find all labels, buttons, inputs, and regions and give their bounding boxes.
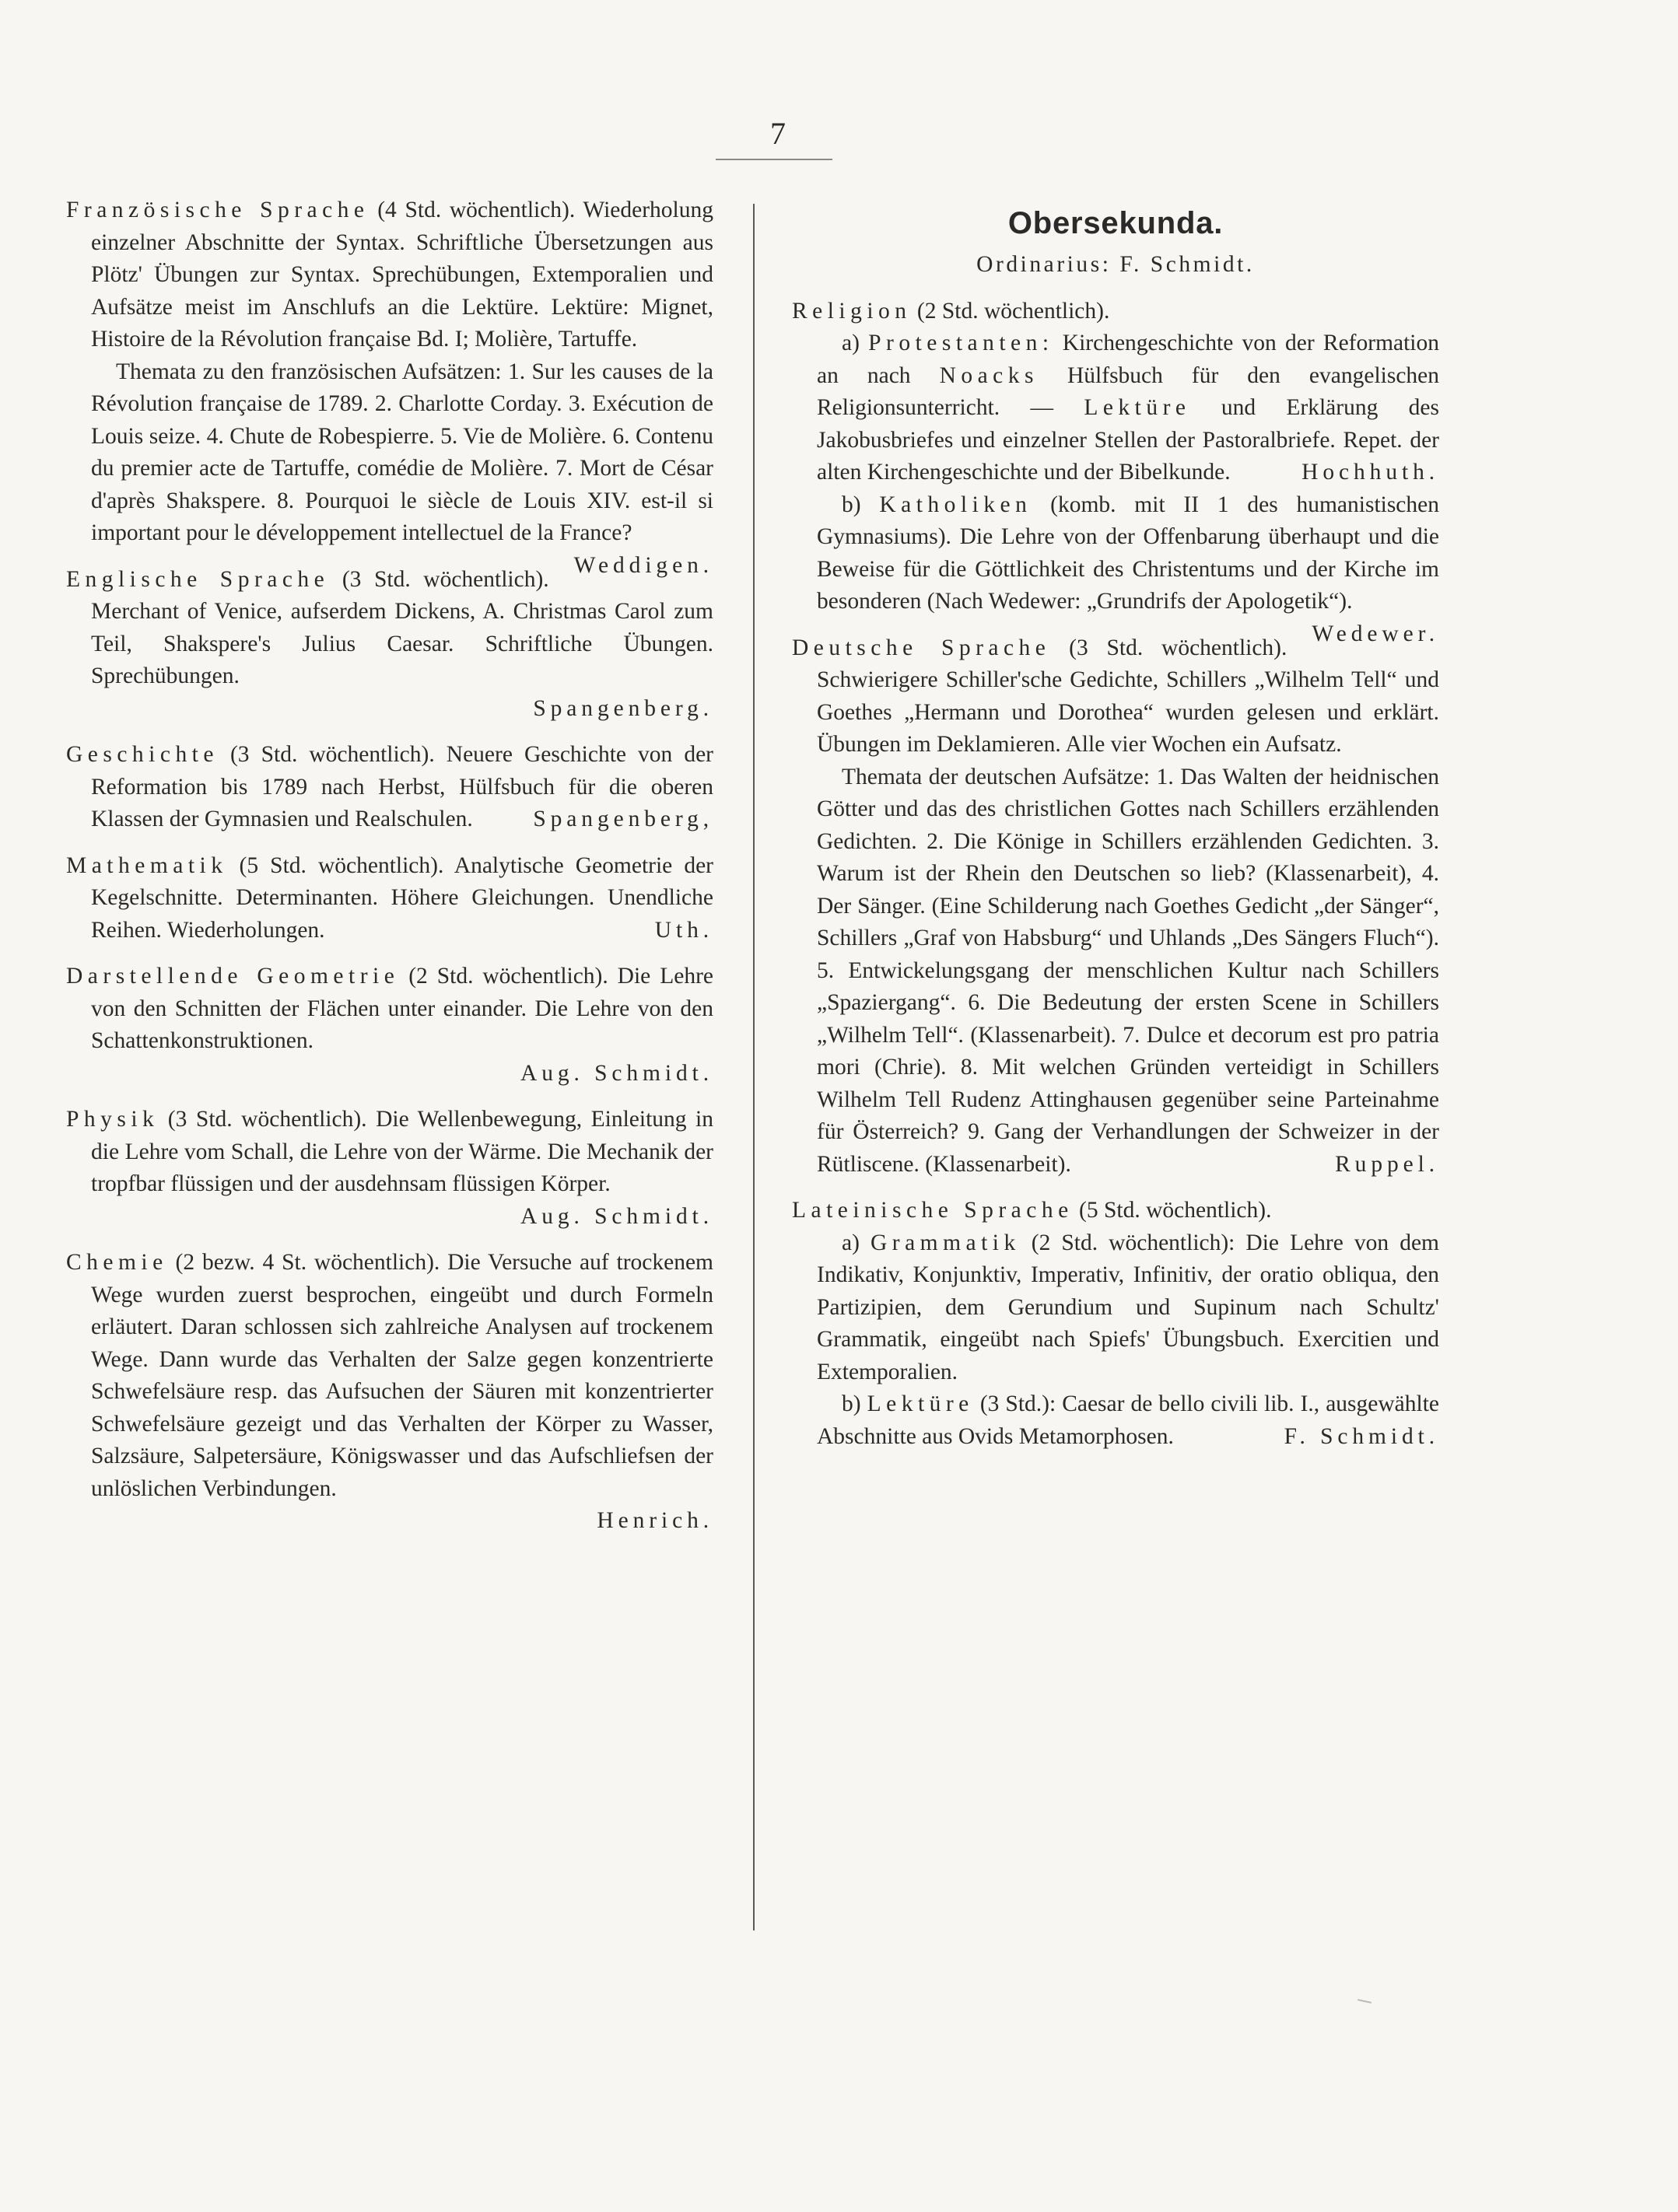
section-geschichte (66, 739, 713, 836)
section-text: Wiederholung einzelner Abschnitte der Syntax. Schriftliche Übersetzungen aus Plötz' Übungen zur Syntax. Sprechübungen, Extemporalien und Aufsätze meist im Anschlufs an die Lektüre. Lektüre: Mignet, Histoire de la Révolution française Bd. I; Molière, Tartuffe. (91, 198, 713, 352)
teacher-line (66, 693, 713, 726)
section-themata (66, 356, 713, 578)
section-text: (3 Std. wöchentlich). Merchant of Venice, aufserdem Dickens, A. Christmas Carol zum Teil, Shakspere's Julius Caesar. Schriftliche Übungen. Sprechübungen. (91, 566, 713, 688)
sub-text: Kirchengeschichte von der Reformation an nach (817, 331, 1439, 388)
sub-heading: Lektüre (1084, 395, 1191, 420)
section-text: (3 Std. wöchentlich). Schwierigere Schiller'sche Gedichte, Schillers „Wilhelm Tell“ und Goethes „Hermann und Dorothea“ wurden gelesen und erklärt. Übungen im Deklamieren. Alle vier Wochen ein Aufsatz. (817, 635, 1439, 757)
religion-katholiken (792, 489, 1439, 646)
section-mathematik (66, 850, 713, 947)
sub-label: a) (842, 1230, 871, 1255)
sub-label: a) (842, 331, 869, 355)
teacher-line (66, 1505, 713, 1538)
page-number-rule (716, 159, 832, 160)
teacher-name: Uth. (654, 917, 713, 943)
section-text: (3 Std. wöchentlich). Neuere Geschichte von der Reformation bis 1789 nach Herbst, Hülfsbuch für die oberen Klassen der Gymnasien und Realschulen. (91, 742, 713, 831)
section-deutsch (792, 632, 1439, 1181)
section-body (66, 961, 713, 1058)
teacher-name: Henrich. (597, 1508, 713, 1533)
section-text: (2 Std. wöchentlich). Die Lehre von den Schnitten der Flächen unter einander. Die Lehre von den Schattenkonstruktionen. (91, 964, 713, 1053)
section-latein (792, 1195, 1439, 1453)
sub-heading: Katholiken (879, 492, 1032, 517)
teacher-name: Spangenberg, (533, 807, 713, 831)
section-heading: Deutsche Sprache (792, 635, 1051, 660)
section-text: (2 bezw. 4 St. wöchentlich). Die Versuche auf trockenem Wege wurden zuerst besprochen, eingeübt und durch Formeln erläutert. Daran schlossen sich zahlreiche Analysen auf trockenem Wege. Dann wurde das Verhalten der Salze gegen konzentrierte Schwefelsäure resp. das Aufsuchen der Säuren mit konzentrierter Schwefelsäure gezeigt und das Verhalten der Körper zu Wasser, Salzsäure, Salpetersäure, Königswasser und das Aufschliefsen der unlöslichen Verbindungen. (91, 1250, 713, 1501)
section-body (66, 564, 713, 693)
sub-text: (komb. mit II 1 des humanistischen Gymnasiums). Die Lehre von der Offenbarung überhaupt und die Beweise für die Göttlichkeit des Christentums und der Kirche im besonderen (Nach Wedewer: „Grundrifs der Apologetik“). (817, 492, 1439, 614)
section-heading: Mathematik (66, 852, 228, 878)
teacher-name: Wedewer. (1312, 621, 1439, 646)
section-hours: (5 Std. wöchentlich). (1073, 1198, 1272, 1223)
sub-name: Noacks (939, 362, 1039, 388)
section-themata (792, 761, 1439, 1181)
class-title: Obersekunda. (1007, 206, 1224, 240)
section-heading: Chemie (66, 1250, 168, 1275)
section-body (66, 1104, 713, 1201)
section-darstellende-geometrie (66, 961, 713, 1090)
teacher-name: Spangenberg. (533, 695, 713, 721)
religion-protestanten (792, 327, 1439, 489)
teacher-name: F. Schmidt. (1284, 1423, 1439, 1449)
section-heading: Lateinische Sprache (792, 1198, 1074, 1223)
teacher-name: Hochhuth. (1301, 460, 1439, 485)
section-physik (66, 1104, 713, 1233)
section-body (792, 632, 1439, 761)
column-divider (753, 204, 755, 1930)
section-hours: (4 Std. wöchentlich). (369, 198, 576, 222)
teacher-line (66, 1058, 713, 1090)
section-body (66, 739, 713, 836)
section-text: (5 Std. wöchentlich). Analytische Geometrie der Kegelschnitte. Determinanten. Höhere Gleichungen. Unendliche Reihen. Wiederholungen. (91, 852, 713, 943)
section-heading: Französische Sprache (66, 198, 370, 222)
themata-text: Themata der deutschen Aufsätze: 1. Das Walten der heidnischen Götter und das des christlichen Gottes nach Schillers erzählenden Gedichten. 2. Die Könige in Schillers erzählenden Gedichten. 3. Warum ist der Rhein den Deutschen so lieb? (Klassenarbeit), 4. Der Sänger. (Eine Schilderung nach Goethes Gedicht „der Sänger“, Schillers „Graf von Habsburg“ und Uhlands „Des Sängers Fluch“). 5. Entwickelungsgang der menschlichen Kultur nach Schillers „Spaziergang“. 6. Die Bedeutung der ersten Scene in Schillers „Wilhelm Tell“. (Klassenarbeit). 7. Dulce et decorum est pro patria mori (Chrie). 8. Mit welchen Gründen verteidigt in Schillers Wilhelm Tell Rudenz Attinghausen gegenüber seine Parteinahme für Österreich? 9. Gang der Verhandlungen der Schweizer in der Rütliscene. (Klassenarbeit). (817, 764, 1439, 1177)
sub-text: und Erklärung des Jakobusbriefes und einzelner Stellen der Pastoralbriefe. Repet. der alten Kirchengeschichte und der Bibelkunde. (817, 395, 1440, 485)
section-body (66, 194, 713, 356)
section-heading-line (792, 1195, 1439, 1227)
sub-text: Hülfsbuch für den evangelischen Religionsunterricht. — (817, 362, 1440, 420)
ordinarius-line: Ordinarius: F. Schmidt. (976, 252, 1255, 277)
section-heading: Religion (792, 298, 912, 324)
section-text: (3 Std. wöchentlich). Die Wellenbewegung, Einleitung in die Lehre vom Schall, die Lehre von der Wärme. Die Mechanik der tropfbar flüssigen und der ausdehnsam flüssigen Körper. (91, 1107, 713, 1196)
page-number: 7 (770, 116, 786, 151)
latein-grammatik (792, 1227, 1439, 1389)
section-franzoesisch (66, 194, 713, 578)
teacher-name: Aug. Schmidt. (520, 1203, 713, 1229)
teacher-name: Ruppel. (1335, 1151, 1439, 1177)
left-column (66, 194, 713, 1552)
sub-label: b) (842, 1391, 867, 1416)
sub-label: b) (842, 492, 880, 517)
section-body (66, 1247, 713, 1505)
section-heading: Geschichte (66, 742, 219, 767)
section-body (66, 850, 713, 947)
section-hours: (2 Std. wöchentlich). (911, 298, 1110, 324)
teacher-name: Aug. Schmidt. (520, 1060, 713, 1086)
section-chemie (66, 1247, 713, 1538)
section-religion (792, 296, 1440, 646)
teacher-name: Weddigen. (573, 552, 713, 578)
sub-text: (2 Std. wöchentlich): Die Lehre von dem Indikativ, Konjunktiv, Imperativ, Infinitiv, der oratio obliqua, den Partizipien, dem Gerundium und Supinum nach Schultz' Grammatik, eingeübt nach Spiefs' Übungsbuch. Exercitien und Extemporalien. (817, 1230, 1439, 1384)
sub-heading: Grammatik (870, 1230, 1021, 1255)
section-englisch (66, 564, 713, 726)
right-column (792, 194, 1439, 1467)
sub-heading: Protestanten: (868, 331, 1054, 355)
latein-lektuere (792, 1388, 1439, 1453)
teacher-line (66, 1201, 713, 1234)
section-heading: Darstellende Geometrie (66, 964, 400, 989)
section-heading: Physik (66, 1107, 159, 1132)
section-heading-line (792, 296, 1439, 328)
sub-heading: Lektüre (867, 1391, 974, 1416)
themata-text: Themata zu den französischen Aufsätzen: 1. Sur les causes de la Révolution française de 1789. 2. Charlotte Corday. 3. Exécution de Louis seize. 4. Chute de Robespierre. 5. Vie de Molière. 6. Contenu du premier acte de Tartuffe, comédie de Molière. 7. Mort de César d'après Shakspere. 8. Pourquoi le siècle de Louis XIV. est-il si important pour le développement intellectuel de la France? (91, 359, 713, 545)
sub-text: (3 Std.): Caesar de bello civili lib. I., ausgewählte Abschnitte aus Ovids Metamorphosen. (817, 1391, 1439, 1449)
stray-mark (1357, 1999, 1371, 2004)
section-heading: Englische Sprache (66, 566, 330, 592)
